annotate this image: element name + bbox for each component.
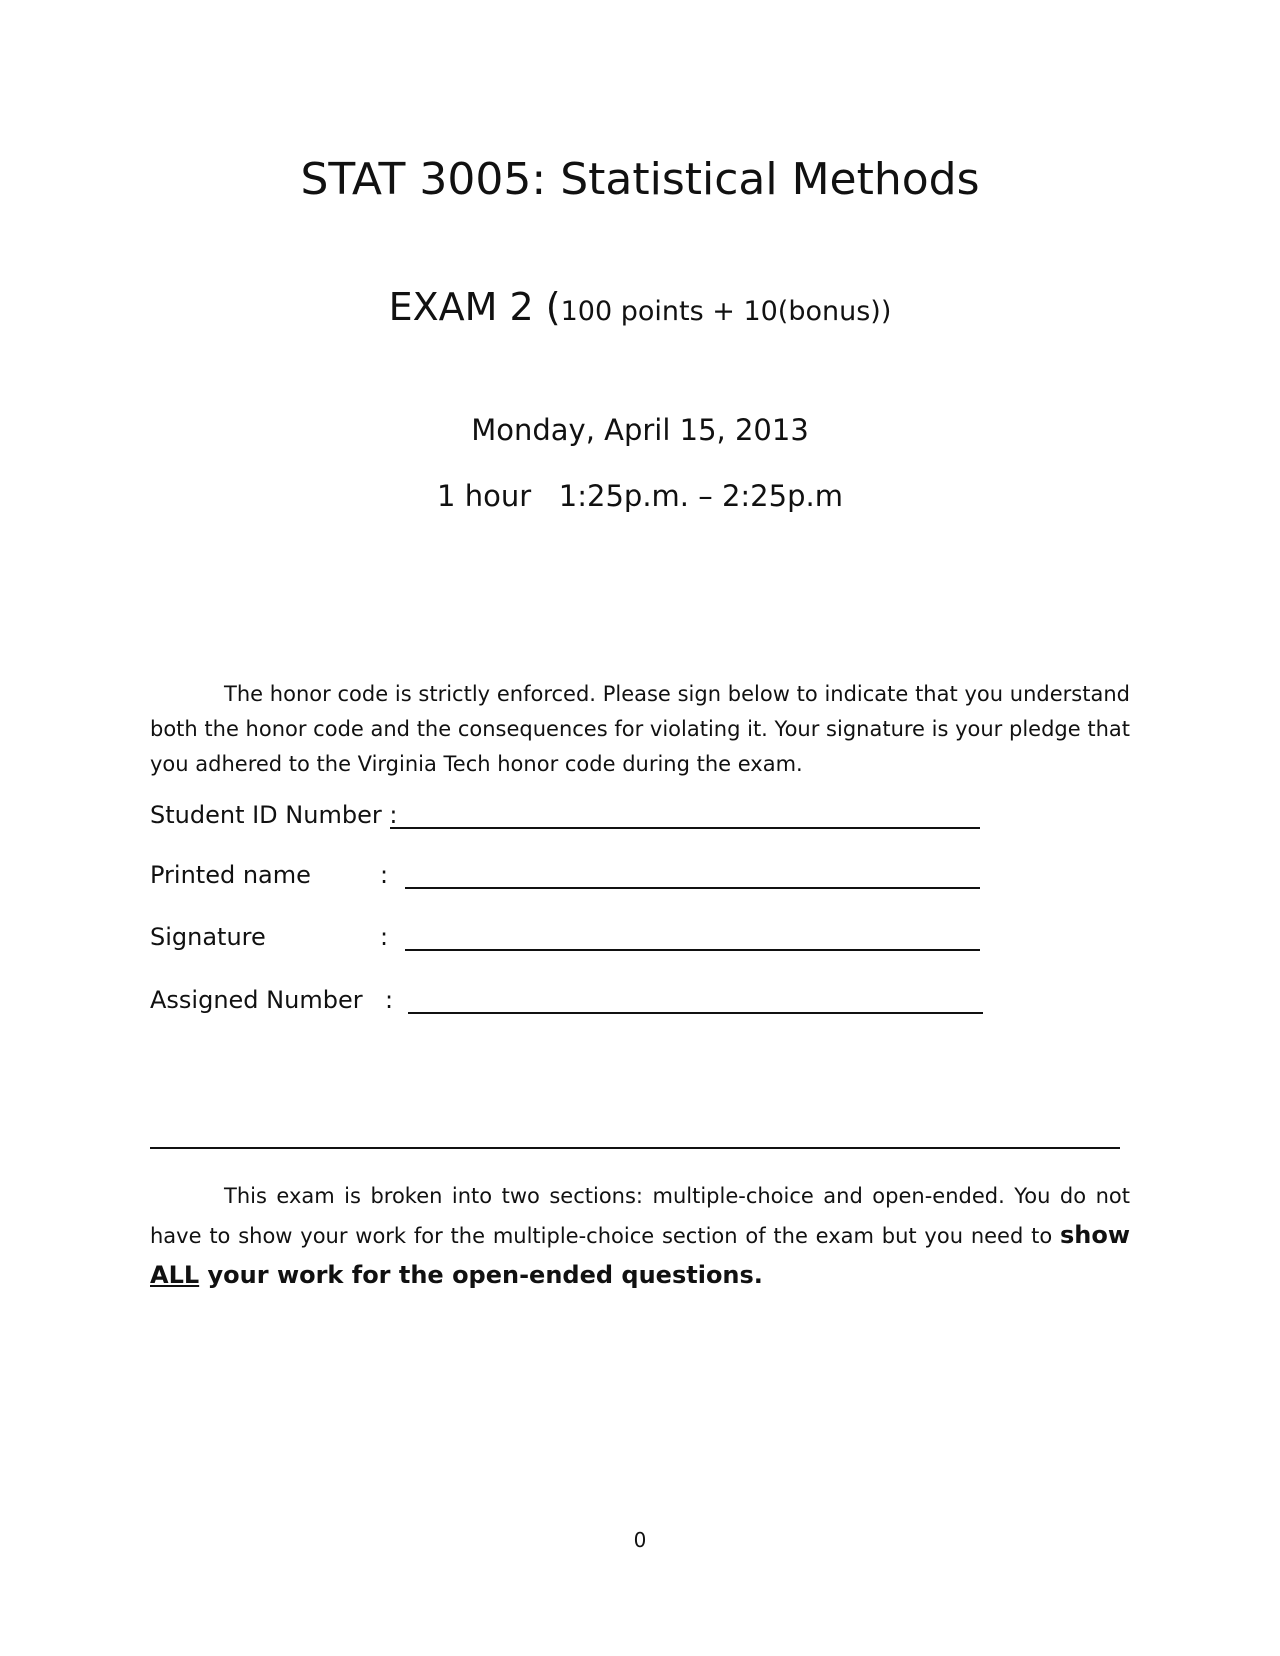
printed-name-label: Printed name [150, 861, 311, 889]
exam-name: EXAM 2 ( [388, 285, 561, 329]
assigned-number-colon: : [385, 986, 394, 1014]
page-number: 0 [633, 1528, 647, 1552]
printed-name-field[interactable] [150, 855, 1050, 895]
course-title: STAT 3005: Statistical Methods [300, 154, 980, 205]
honor-code-statement: The honor code is strictly enforced. Please sign below to indicate that you understand both the honor code and the consequences for violating it. Your signature is your pledge that you adhered to the Virginia Tech honor code during the exam. [150, 682, 1130, 776]
student-id-label: Student ID Number : [150, 801, 398, 829]
assigned-number-line[interactable] [408, 1012, 983, 1014]
exam-points: 100 points + 10(bonus)) [560, 296, 892, 327]
student-id-line[interactable] [390, 827, 980, 829]
instructions-regular-text: This exam is broken into two sections: multiple-choice and open-ended. You do not have to show your work for the multiple-choice section of the exam but you need to [150, 1184, 1130, 1248]
printed-name-line[interactable] [405, 887, 980, 889]
instructions-rest-text: your work for the open-ended questions. [199, 1261, 763, 1289]
exam-date: Monday, April 15, 2013 [471, 413, 809, 447]
section-divider [150, 1147, 1120, 1149]
signature-field[interactable] [150, 917, 1050, 957]
assigned-number-label: Assigned Number [150, 986, 363, 1014]
printed-name-colon: : [380, 861, 389, 889]
signature-label: Signature [150, 923, 266, 951]
instructions-all-text: ALL [150, 1261, 200, 1289]
signature-line[interactable] [405, 949, 980, 951]
assigned-number-field[interactable] [150, 980, 1050, 1020]
exam-time: 1 hour 1:25p.m. – 2:25p.m [437, 479, 843, 513]
instructions-show-text: show [1059, 1221, 1130, 1249]
exam-instructions [150, 1177, 1130, 1296]
student-id-field[interactable] [150, 795, 1050, 835]
signature-colon: : [380, 923, 389, 951]
exam-heading [0, 282, 1280, 337]
